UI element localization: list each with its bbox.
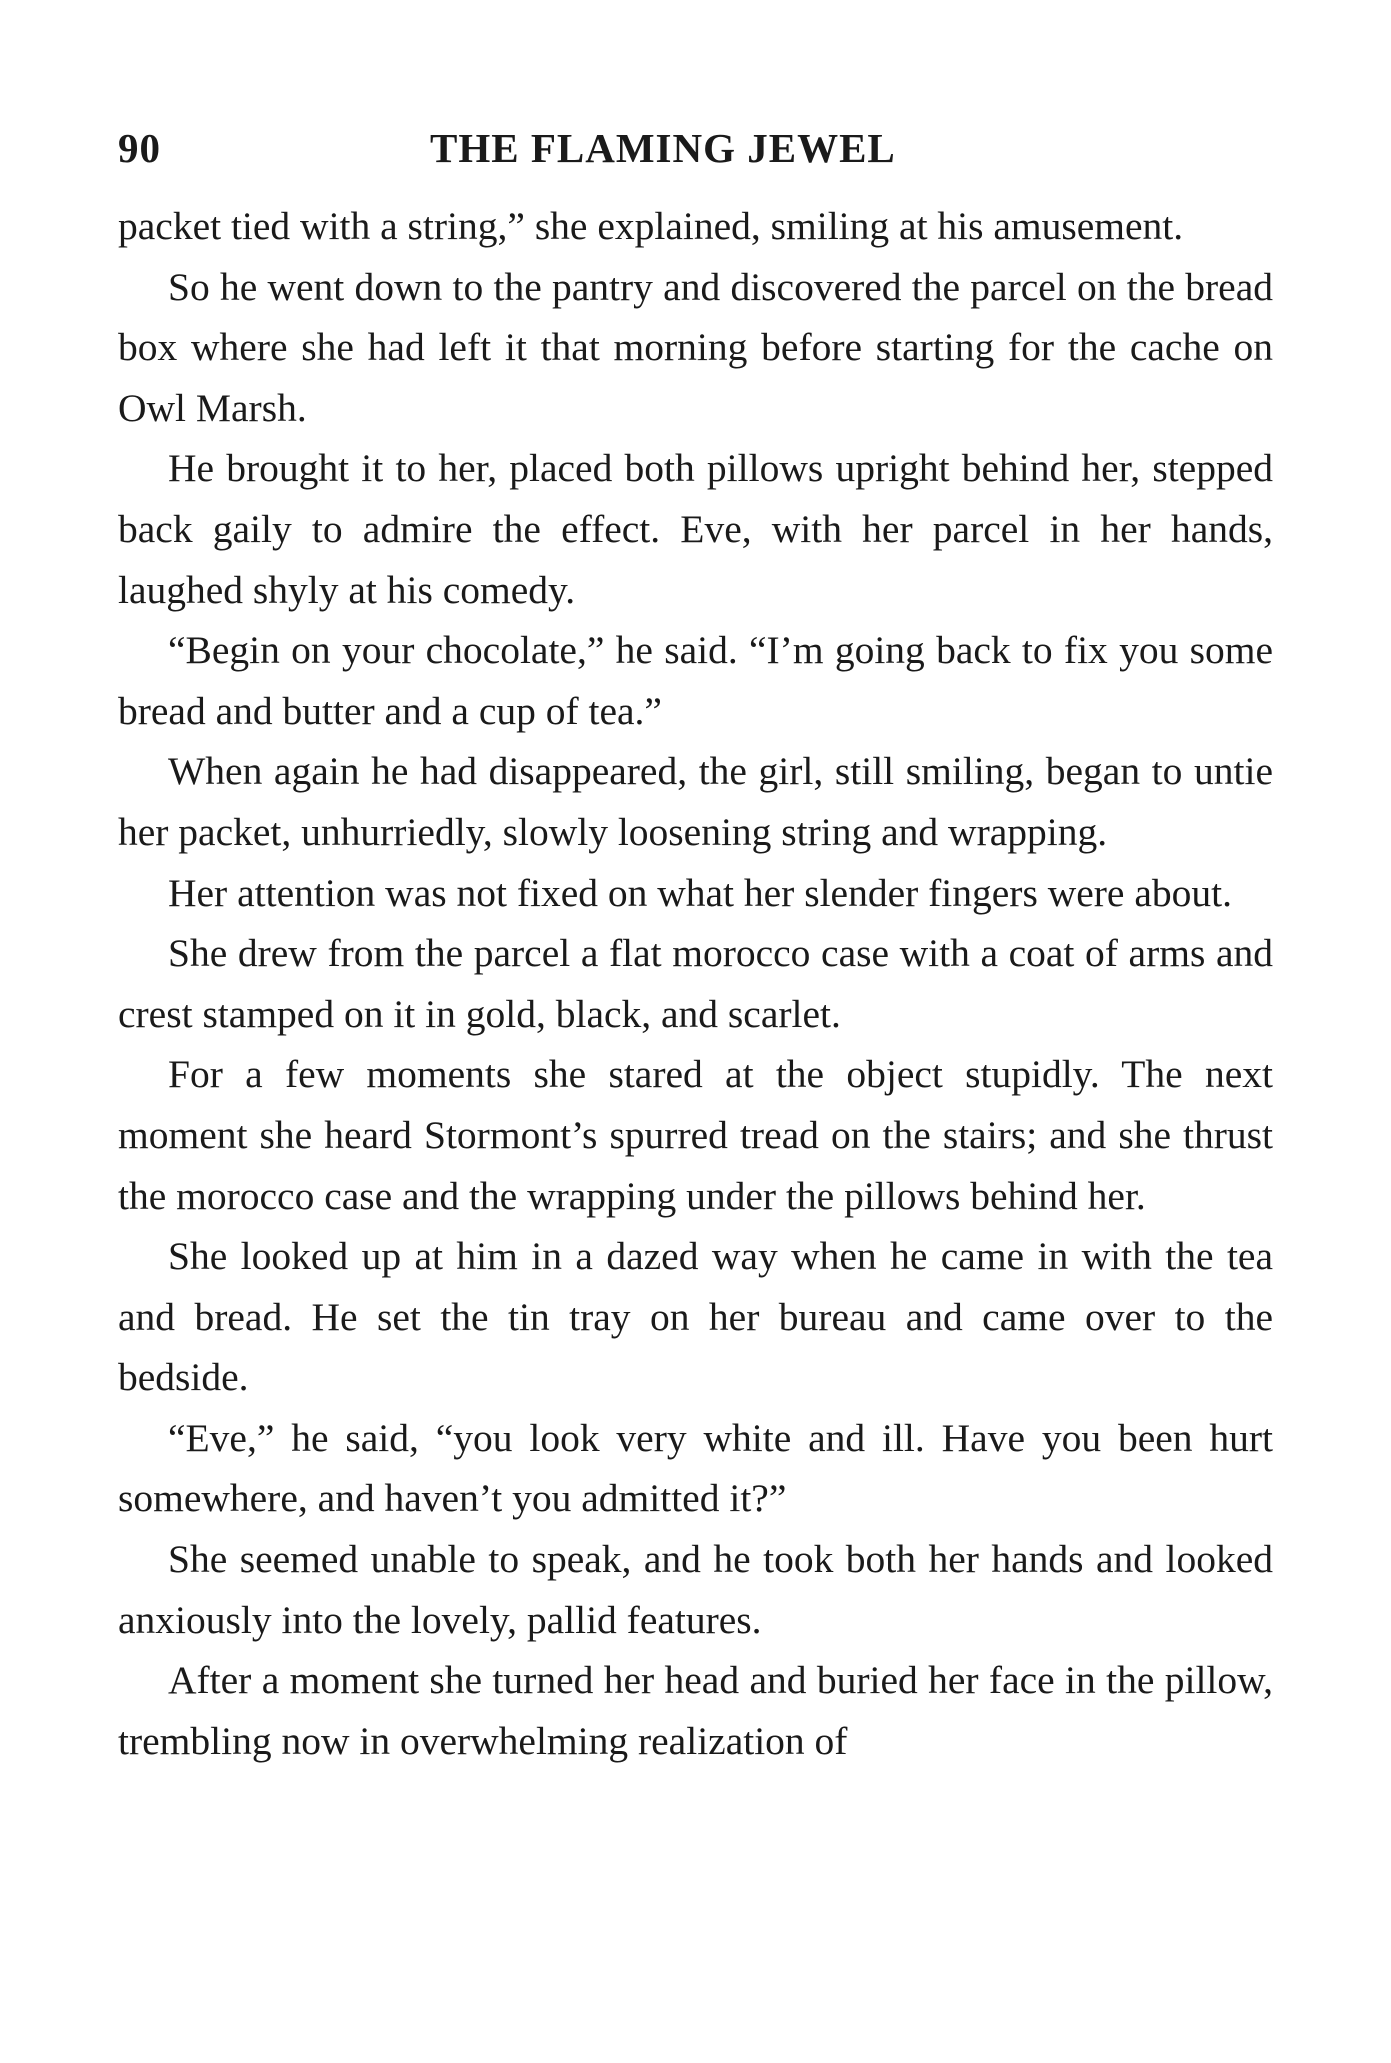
paragraph: She seemed unable to speak, and he took both her hands and looked anxiously into the lovely, pallid features.	[118, 1537, 1273, 1642]
paragraph: When again he had disappeared, the girl, still smiling, began to untie her packet, unhurriedly, slowly loosening string and wrapping.	[118, 749, 1273, 854]
paragraph: He brought it to her, placed both pillows upright behind her, stepped back gaily to admire the effect. Eve, with her parcel in her hands, laughed shyly at his comedy.	[118, 446, 1273, 612]
paragraph: She drew from the parcel a flat morocco case with a coat of arms and crest stamped on it in gold, black, and scarlet.	[118, 931, 1273, 1036]
paragraph: For a few moments she stared at the object stupidly. The next moment she heard Stormont’s spurred tread on the stairs; and she thrust the morocco case and the wrapping under the pillows behind her.	[118, 1052, 1273, 1218]
paragraph: After a moment she turned her head and buried her face in the pillow, trembling now in overwhelming realization of	[118, 1658, 1273, 1763]
running-title: THE FLAMING JEWEL	[430, 125, 896, 171]
paragraph: “Begin on your chocolate,” he said. “I’m going back to fix you some bread and butter and a cup of tea.”	[118, 628, 1273, 733]
page-header	[118, 118, 1273, 178]
paragraph: Her attention was not fixed on what her slender fingers were about.	[168, 870, 1232, 915]
paragraph: She looked up at him in a dazed way when he came in with the tea and bread. He set the tin tray on her bureau and came over to the bedside.	[118, 1234, 1273, 1400]
paragraph: packet tied with a string,” she explained, smiling at his amusement.	[118, 204, 1184, 248]
page-number: 90	[118, 125, 161, 171]
paragraph: So he went down to the pantry and discovered the parcel on the bread box where she had left it that morning before starting for the cache on Owl Marsh.	[118, 264, 1273, 430]
body-text	[118, 196, 1273, 1771]
paragraph: “Eve,” he said, “you look very white and ill. Have you been hurt somewhere, and haven’t you admitted it?”	[118, 1415, 1273, 1521]
